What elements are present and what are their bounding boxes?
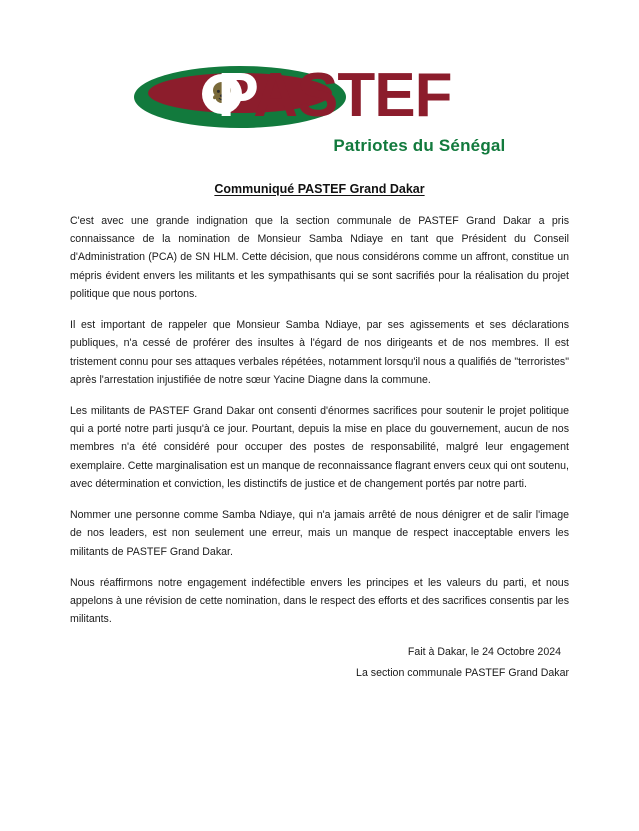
logo-tagline: Patriotes du Sénégal <box>333 136 506 155</box>
page-title: Communiqué PASTEF Grand Dakar <box>214 182 425 196</box>
signature-place-date: Fait à Dakar, le 24 Octobre 2024 <box>407 646 561 659</box>
logo-letter-p: P <box>217 61 254 130</box>
paragraph: C'est avec une grande indignation que la section communale de PASTEF Grand Dakar a pris connaissance de la nomination de Monsieur Samba Ndiaye en tant que Président du Conseil d'Administration (PCA) de SN HLM. Cette décision, que nous considérons comme un affront, constitue un mépris évident envers les militants et les sympathisants qui se sont sacrifiés pour la réalisation du projet politique que nous portons. <box>70 215 569 300</box>
logo-letters-rest: ASTEF <box>253 61 452 130</box>
paragraph: Nommer une personne comme Samba Ndiaye, qui n'a jamais arrêté de nous dénigrer et de salir l'image de nos leaders, est non seulement une erreur, mais un manque de respect inacceptable envers les militants de PASTEF Grand Dakar. <box>70 509 569 558</box>
signature-signatory: La section communale PASTEF Grand Dakar <box>356 666 569 679</box>
logo-wordmark <box>134 62 506 134</box>
paragraph: Il est important de rappeler que Monsieur Samba Ndiaye, par ses agissements et ses déclarations publiques, n'a cessé de proférer des insultes à l'égard de nos dirigeants et de nos membres. Il est tristement connu pour ses attaques verbales répétées, notamment lorsqu'il nous a qualifiés de "terroristes" après l'arrestation injustifiée de notre sœur Yacine Diagne dans la commune. <box>70 319 569 386</box>
document-body <box>70 212 569 628</box>
party-logo <box>70 0 569 156</box>
paragraph: Nous réaffirmons notre engagement indéfectible envers les principes et les valeurs du parti, et nous appelons à une révision de cette nomination, dans le respect des efforts et des sacrifices consentis par les militants. <box>70 576 569 626</box>
logo-text <box>218 60 452 132</box>
paragraph: Les militants de PASTEF Grand Dakar ont consenti d'énormes sacrifices pour soutenir le projet politique qui a porté notre parti jusqu'à ce jour. Pourtant, depuis la mise en place du gouvernement, aucun de nos membres n'a été considéré pour occuper des postes de responsabilité, malgré leur engagement exemplaire. Cette marginalisation est un manque de reconnaissance flagrant envers ceux qui ont soutenu, avec détermination et conviction, les distinctifs de justice et de changement portés par notre parti. <box>70 404 569 490</box>
signature-block <box>70 642 569 682</box>
